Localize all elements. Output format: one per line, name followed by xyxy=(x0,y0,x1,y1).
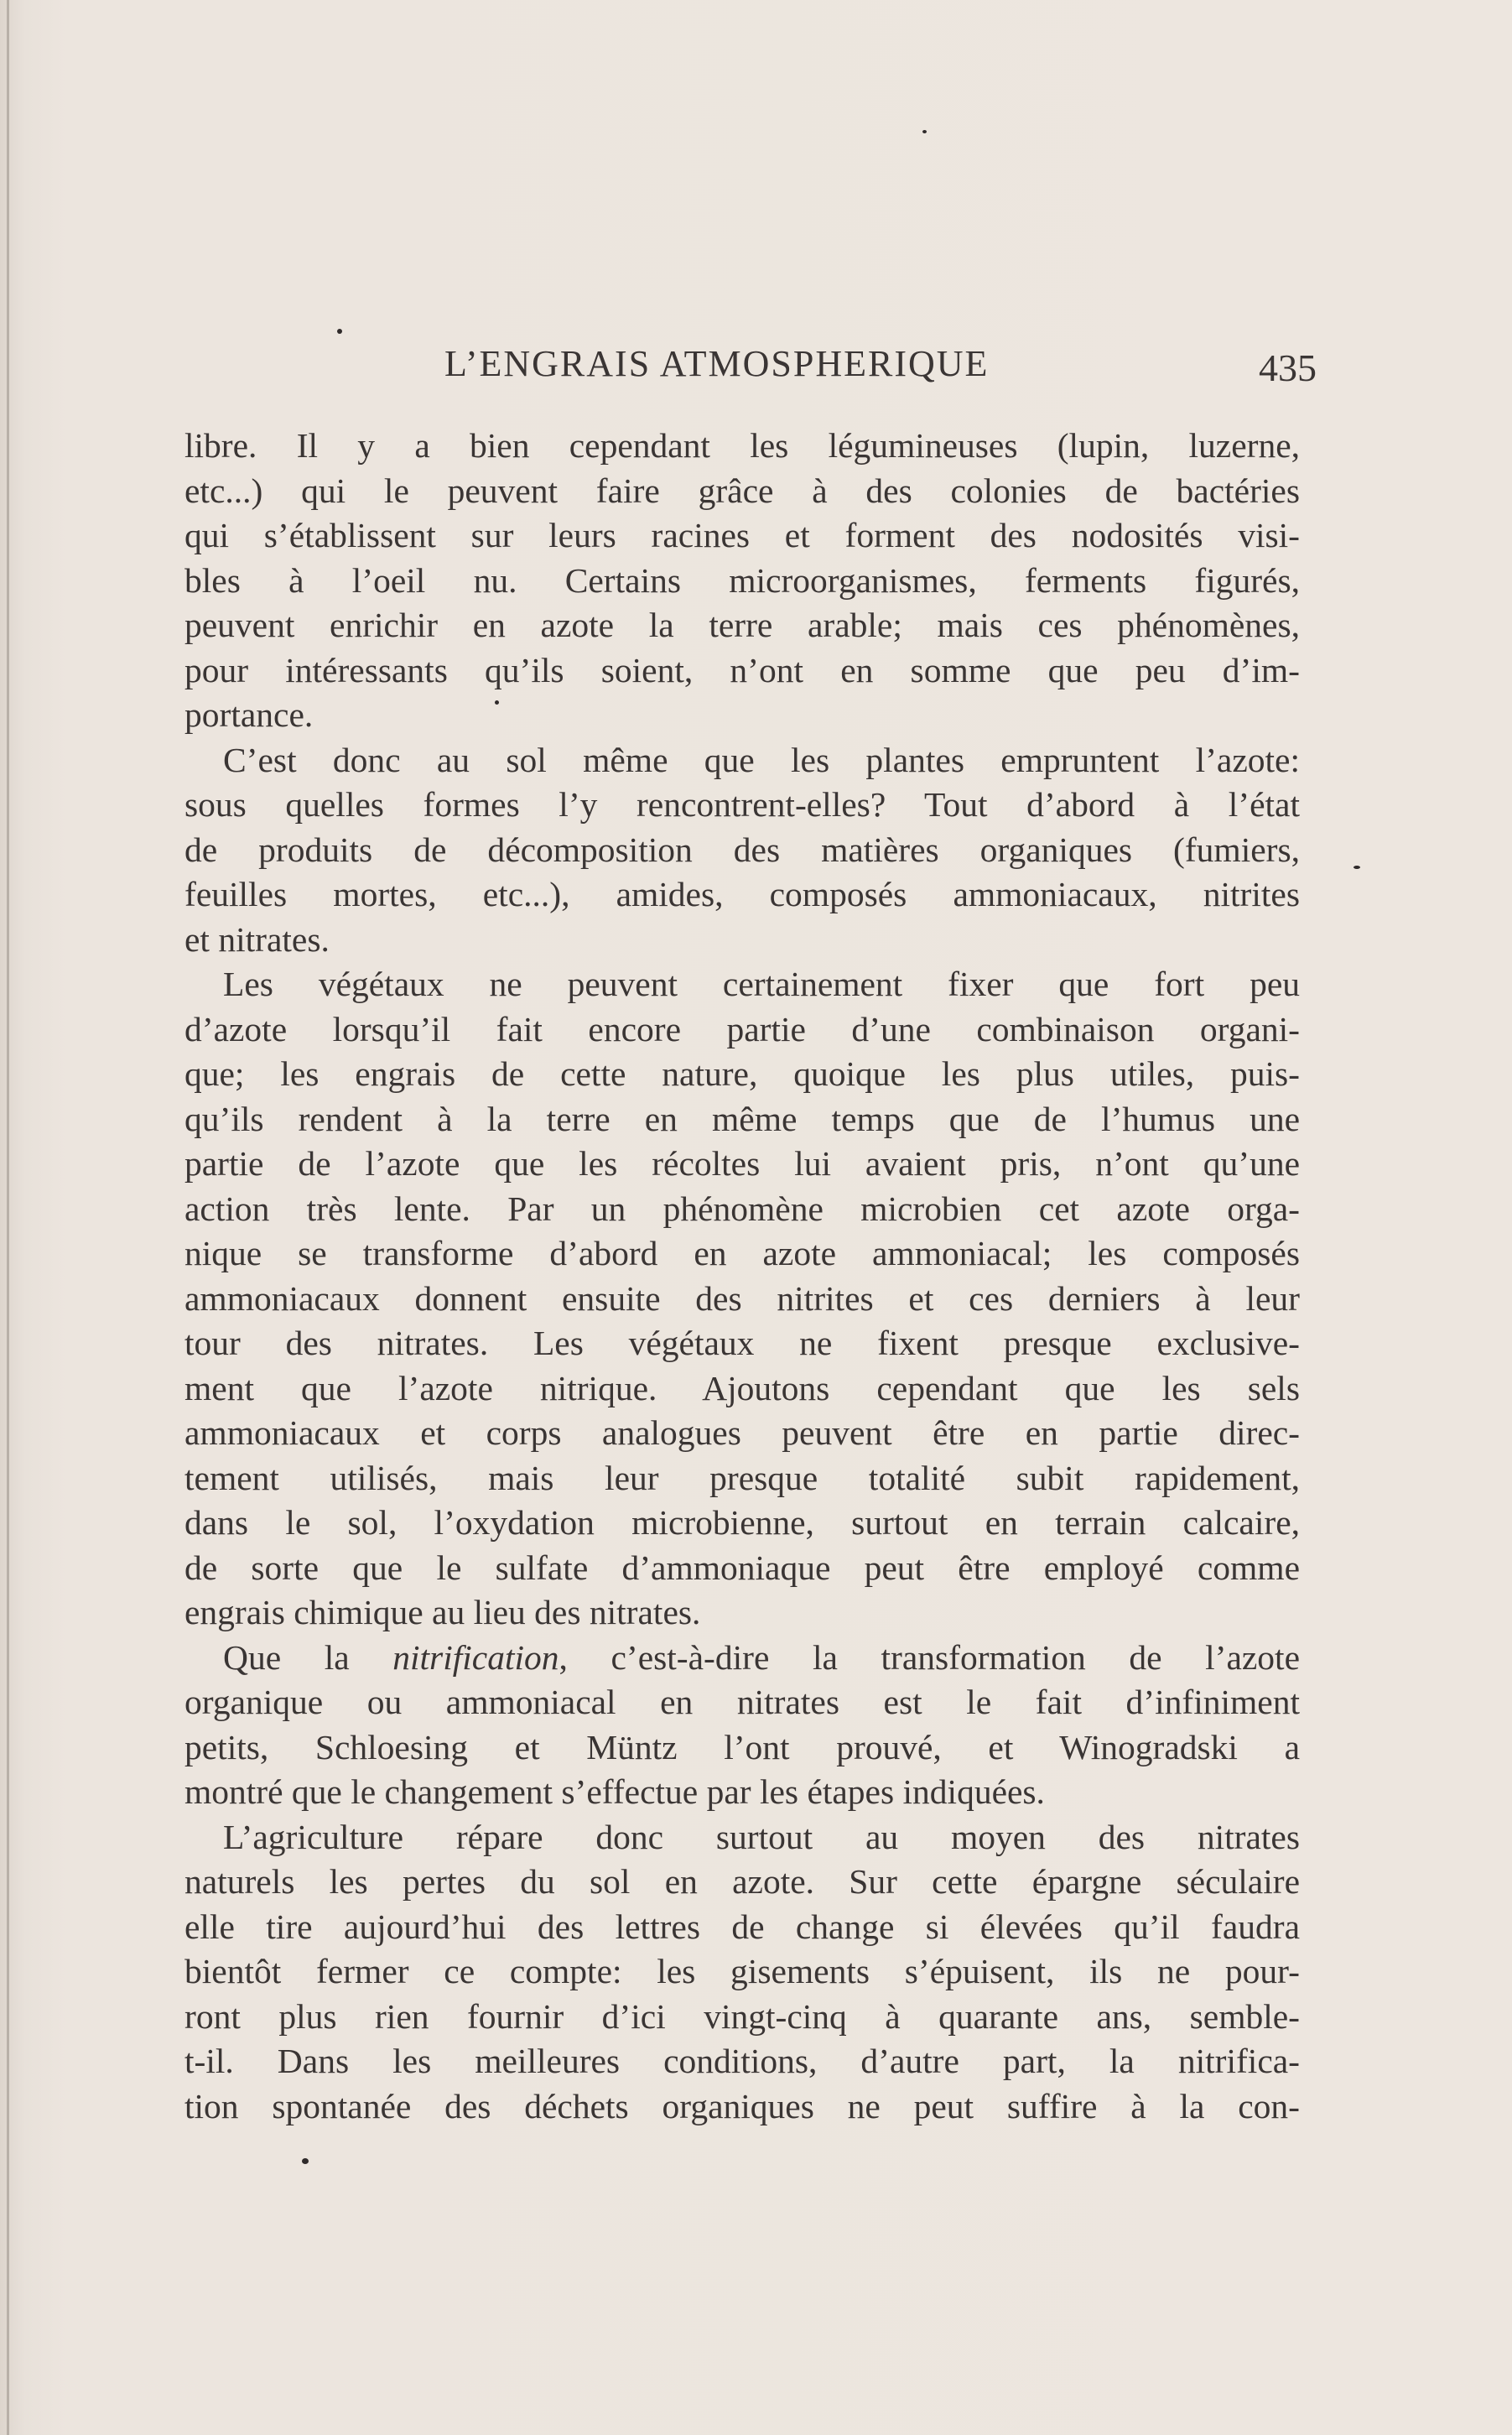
text-line: qu’ils rendent à la terre en même temps que de l’humus une xyxy=(184,1099,1300,1138)
text-line: peuvent enrichir en azote la terre arable; mais ces phénomènes, xyxy=(184,606,1300,644)
running-header xyxy=(201,342,1317,393)
text-line: naturels les pertes du sol en azote. Sur cette épargne séculaire xyxy=(184,1862,1300,1901)
text-line: portance. xyxy=(184,695,314,734)
text-line: ment que l’azote nitrique. Ajoutons cependant que les sels xyxy=(184,1368,1300,1407)
text-line: sous quelles formes l’y rencontrent-elles? Tout d’abord à l’état xyxy=(184,785,1300,824)
body-text xyxy=(184,424,1300,2129)
text-line: elle tire aujourd’hui des lettres de change si élevées qu’il faudra xyxy=(184,1907,1300,1946)
text-line: d’azote lorsqu’il fait encore partie d’une combinaison organi- xyxy=(184,1009,1300,1048)
text-line: ammoniacaux et corps analogues peuvent être en partie direc- xyxy=(184,1413,1300,1452)
text-line: organique ou ammoniacal en nitrates est le fait d’infiniment xyxy=(184,1683,1300,1721)
paragraph xyxy=(184,1636,1300,1815)
text-line: qui s’établissent sur leurs racines et forment des nodosités visi- xyxy=(184,516,1300,554)
text-line: t-il. Dans les meilleures conditions, d’autre part, la nitrifica- xyxy=(184,2042,1300,2080)
page-gutter-edge xyxy=(7,0,9,2435)
text-line: Que la nitrification, c’est-à-dire la transformation de l’azote xyxy=(223,1637,1300,1677)
ink-speck xyxy=(922,130,927,133)
text-line: petits, Schloesing et Müntz l’ont prouvé, et Winogradski a xyxy=(184,1727,1300,1766)
text-line: Les végétaux ne peuvent certainement fixer que fort peu xyxy=(223,965,1300,1003)
text-line: libre. Il y a bien cependant les légumineuses (lupin, luzerne, xyxy=(184,426,1300,465)
text-line: C’est donc au sol même que les plantes empruntent l’azote: xyxy=(223,740,1300,779)
paragraph xyxy=(184,1815,1300,2130)
text-line: pour intéressants qu’ils soient, n’ont en somme que peu d’im- xyxy=(184,650,1300,689)
text-line: L’agriculture répare donc surtout au moyen des nitrates xyxy=(223,1817,1300,1856)
text-line: partie de l’azote que les récoltes lui avaient pris, n’ont qu’une xyxy=(184,1144,1300,1183)
text-line: tion spontanée des déchets organiques ne peut suffire à la con- xyxy=(184,2086,1300,2125)
ink-speck xyxy=(302,2158,309,2164)
text-line: montré que le changement s’effectue par les étapes indiquées. xyxy=(184,1772,1045,1811)
text-line: de produits de décomposition des matières organiques (fumiers, xyxy=(184,830,1300,869)
ink-speck xyxy=(495,700,499,705)
text-line: feuilles mortes, etc...), amides, composés ammoniacaux, nitrites xyxy=(184,875,1300,913)
text-line: que; les engrais de cette nature, quoique les plus utiles, puis- xyxy=(184,1054,1300,1093)
text-line: engrais chimique au lieu des nitrates. xyxy=(184,1593,701,1631)
text-line: ront plus rien fournir d’ici vingt-cinq à quarante ans, semble- xyxy=(184,1996,1300,2036)
ink-speck xyxy=(337,329,342,334)
page-number: 435 xyxy=(1259,346,1317,389)
text-line: dans le sol, l’oxydation microbienne, surtout en terrain calcaire, xyxy=(184,1503,1300,1542)
text-line: tour des nitrates. Les végétaux ne fixent presque exclusive- xyxy=(184,1324,1300,1362)
paragraph xyxy=(184,424,1300,738)
text-line: nique se transforme d’abord en azote ammoniacal; les composés xyxy=(184,1234,1300,1272)
text-line: ammoniacaux donnent ensuite des nitrites et ces derniers à leur xyxy=(184,1278,1300,1318)
ink-speck xyxy=(1354,866,1360,869)
paragraph xyxy=(184,738,1300,963)
text-line: de sorte que le sulfate d’ammoniaque peut être employé comme xyxy=(184,1548,1300,1587)
text-line: bles à l’oeil nu. Certains microorganismes, ferments figurés, xyxy=(184,560,1300,600)
text-line: et nitrates. xyxy=(184,919,330,959)
text-line: action très lente. Par un phénomène microbien cet azote orga- xyxy=(184,1189,1300,1228)
emphasized-term: nitrification xyxy=(392,1637,559,1677)
text-line: etc...) qui le peuvent faire grâce à des colonies de bactéries xyxy=(184,471,1300,510)
text-line: bientôt fermer ce compte: les gisements s’épuisent, ils ne pour- xyxy=(184,1952,1300,1990)
running-title: L’ENGRAIS ATMOSPHERIQUE xyxy=(444,343,990,384)
paragraph xyxy=(184,962,1300,1636)
text-line: tement utilisés, mais leur presque totalité subit rapidement, xyxy=(184,1458,1300,1497)
